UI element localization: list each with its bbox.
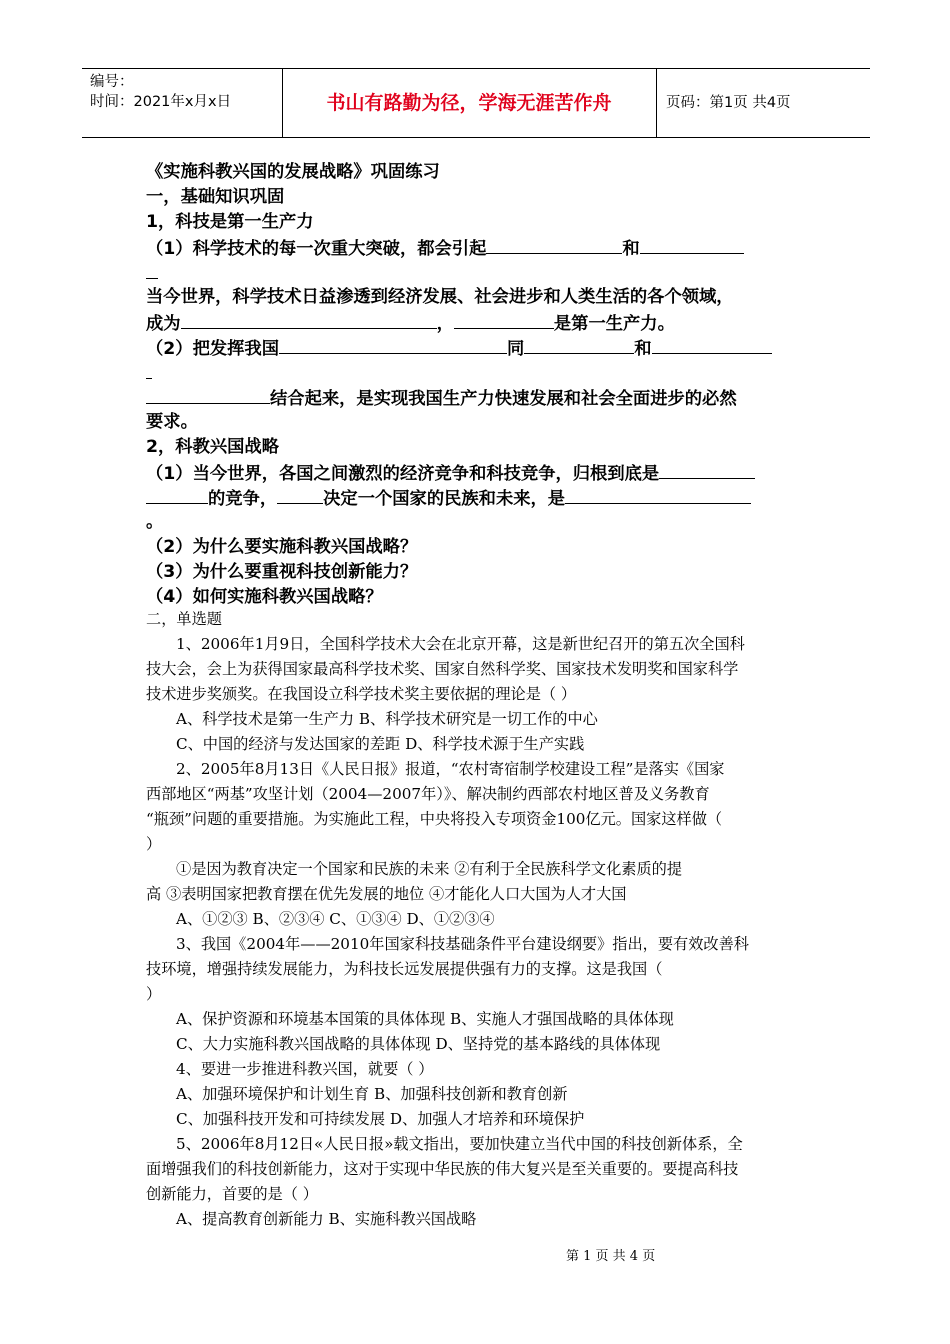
question-1-line-2 xyxy=(146,260,158,286)
answer-blank[interactable] xyxy=(146,485,208,504)
answer-blank[interactable] xyxy=(277,485,323,504)
question-3-line-3: 。 xyxy=(146,512,164,532)
mcq-option-line: A、①②③ B、②③④ C、①③④ D、①②③④ xyxy=(176,910,495,928)
mcq-line: 1、2006年1月9日，全国科学技术大会在北京开幕，这是新世纪召开的第五次全国科 xyxy=(176,635,745,653)
header-divider xyxy=(282,69,283,137)
mcq-line: ） xyxy=(146,835,162,853)
header-left-cell xyxy=(90,72,231,112)
question-1-line-4 xyxy=(146,310,675,336)
mcq-line: ） xyxy=(146,985,162,1003)
answer-blank[interactable] xyxy=(181,310,437,329)
question-text: 是第一生产力。 xyxy=(553,314,675,334)
question-2-line-1 xyxy=(146,335,772,361)
answer-blank[interactable] xyxy=(659,460,755,479)
answer-blank[interactable] xyxy=(652,335,772,354)
header-table xyxy=(82,68,870,138)
mcq-line: 4、要进一步推进科教兴国，就要（ ） xyxy=(176,1060,434,1078)
mcq-line: 西部地区“两基”攻坚计划（2004—2007年）》、解决制约西部农村地区普及义务教育 xyxy=(146,785,710,803)
mcq-option-line: A、加强环境保护和计划生育 B、加强科技创新和教育创新 xyxy=(176,1085,568,1103)
mcq-line: 3、我国《2004年——2010年国家科技基础条件平台建设纲要》指出，要有效改善科 xyxy=(176,935,749,953)
answer-blank[interactable] xyxy=(454,310,554,329)
connector-text: 同 xyxy=(507,339,525,359)
connector-text: 和 xyxy=(622,239,640,259)
mcq-option-line: A、提高教育创新能力 B、实施科教兴国战略 xyxy=(176,1210,477,1228)
question-2-line-2 xyxy=(146,360,152,386)
header-divider xyxy=(656,69,657,137)
answer-blank[interactable] xyxy=(565,485,751,504)
document-title: 《实施科教兴国的发展战略》巩固练习 xyxy=(146,162,440,182)
mcq-option-line: A、科学技术是第一生产力 B、科学技术研究是一切工作的中心 xyxy=(176,710,598,728)
page-label: 页码：第1页 共4页 xyxy=(666,95,791,111)
mcq-option-line: C、中国的经济与发达国家的差距 D、科学技术源于生产实践 xyxy=(176,735,585,753)
section2-heading: 二，单选题 xyxy=(146,610,222,628)
mcq-line: 创新能力，首要的是（ ） xyxy=(146,1185,318,1203)
question-text: 结合起来，是实现我国生产力快速发展和社会全面进步的必然 xyxy=(270,389,737,409)
question-3-line-2 xyxy=(146,485,751,511)
mcq-line: 技术进步奖颁奖。在我国设立科学技术奖主要依据的理论是（ ） xyxy=(146,685,577,703)
mcq-line: 5、2006年8月12日«人民日报»载文指出，要加快建立当代中国的科技创新体系，全 xyxy=(176,1135,743,1153)
mcq-line: 2、2005年8月13日《人民日报》报道，“农村寄宿制学校建设工程”是落实《国家 xyxy=(176,760,725,778)
question-text: （1）当今世界，各国之间激烈的经济竞争和科技竞争，归根到底是 xyxy=(146,464,660,484)
question-3-line-1 xyxy=(146,460,755,486)
motto: 书山有路勤为径，学海无涯苦作舟 xyxy=(326,92,612,114)
mcq-line: 技大会，会上为获得国家最高科学技术奖、国家自然科学奖、国家技术发明奖和国家科学 xyxy=(146,660,739,678)
question-text: ， xyxy=(436,314,454,334)
mcq-option-line: C、大力实施科教兴国战略的具体体现 D、坚持党的基本路线的具体体现 xyxy=(176,1035,661,1053)
answer-blank[interactable] xyxy=(486,235,622,254)
date-label: 时间：2021年x月x日 xyxy=(90,94,232,110)
section1-heading: 一，基础知识巩固 xyxy=(146,187,285,207)
question-4: （2）为什么要实施科教兴国战略？ xyxy=(146,537,418,557)
answer-blank[interactable] xyxy=(146,385,270,404)
question-1-line-1 xyxy=(146,235,744,261)
connector-text: 和 xyxy=(634,339,652,359)
question-2-line-4: 要求。 xyxy=(146,412,198,432)
answer-blank[interactable] xyxy=(279,335,507,354)
mcq-line: “瓶颈”问题的重要措施。为实施此工程，中央将投入专项资金100亿元。国家这样做（ xyxy=(146,810,723,828)
question-text: 成为 xyxy=(146,314,181,334)
question-text: 的竞争， xyxy=(208,489,278,509)
mcq-option-line: A、保护资源和环境基本国策的具体体现 B、实施人才强国战略的具体体现 xyxy=(176,1010,674,1028)
mcq-option-line: C、加强科技开发和可持续发展 D、加强人才培养和环境保护 xyxy=(176,1110,585,1128)
subsection-2-heading: 2，科教兴国战略 xyxy=(146,437,279,457)
mcq-option-line: 高 ③表明国家把教育摆在优先发展的地位 ④才能化人口大国为人才大国 xyxy=(146,885,627,903)
question-6: （4）如何实施科教兴国战略？ xyxy=(146,587,383,607)
question-text: （2）把发挥我国 xyxy=(146,339,279,359)
question-text: 决定一个国家的民族和未来，是 xyxy=(323,489,566,509)
subsection-1-heading: 1，科技是第一生产力 xyxy=(146,212,314,232)
question-text: （1）科学技术的每一次重大突破，都会引起 xyxy=(146,239,487,259)
mcq-line: 技环境，增强持续发展能力，为科技长远发展提供强有力的支撑。这是我国（ xyxy=(146,960,663,978)
question-2-line-3 xyxy=(146,385,737,411)
number-label: 编号： xyxy=(90,74,134,90)
mcq-line: 面增强我们的科技创新能力，这对于实现中华民族的伟大复兴是至关重要的。要提高科技 xyxy=(146,1160,739,1178)
mcq-option-line: ①是因为教育决定一个国家和民族的未来 ②有利于全民族科学文化素质的提 xyxy=(176,860,683,878)
question-1-line-3: 当今世界，科学技术日益渗透到经济发展、社会进步和人类生活的各个领域， xyxy=(146,287,734,307)
answer-blank[interactable] xyxy=(524,335,634,354)
answer-blank[interactable] xyxy=(146,360,152,379)
answer-blank[interactable] xyxy=(640,235,744,254)
page-footer: 第 1 页 共 4 页 xyxy=(566,1249,656,1264)
answer-blank[interactable] xyxy=(146,260,158,279)
question-5: （3）为什么要重视科技创新能力？ xyxy=(146,562,418,582)
